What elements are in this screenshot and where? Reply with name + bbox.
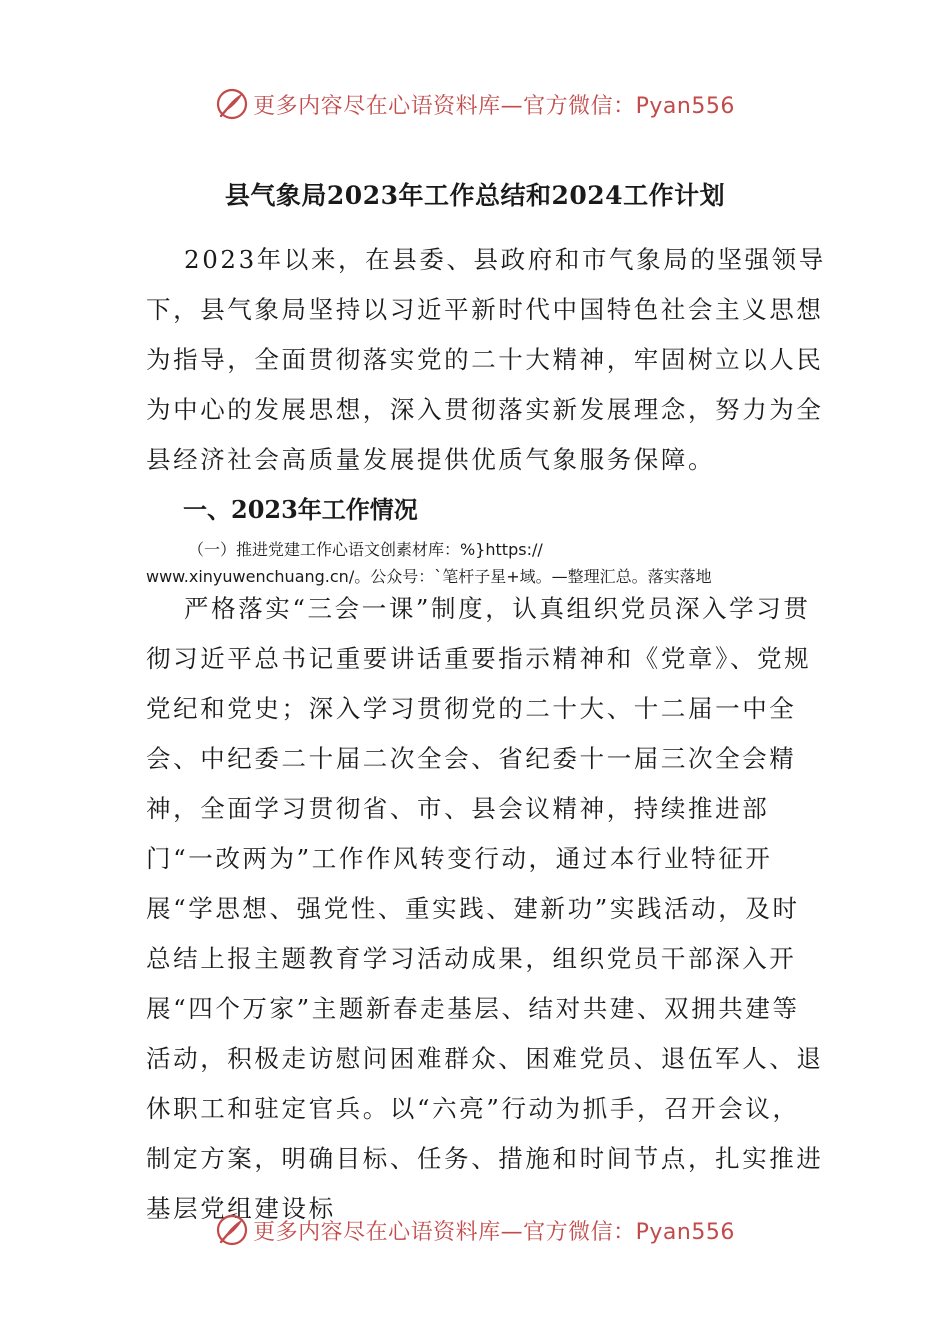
footer-banner-text: 更多内容尽在心语资料库—官方微信：Pyan556 bbox=[253, 1219, 735, 1245]
body-paragraph: 严格落实“三会一课”制度，认真组织党员深入学习贯彻习近平总书记重要讲话重要指示精神和《党章》、党规党纪和党史；深入学习贯彻党的二十大、十二届一中全会、中纪委二十届二次全会、省纪委十一届三次全会精神，全面学习贯彻省、市、县会议精神，持续推进部门“一改两为”工作作风转变行动，通过本行业特征开展“学思想、强党性、重实践、建新功”实践活动，及时总结上报主题教育学习活动成果，组织党员干部深入开展“四个万家”主题新春走基层、结对共建、双拥共建等活动，积极走访慰问困难群众、困难党员、退伍军人、退休职工和驻定官兵。以“六亮”行动为抓手，召开会议，制定方案，明确目标、任务、措施和时间节点，扎实推进基层党组建设标 bbox=[146, 594, 824, 1223]
footer-banner bbox=[0, 1210, 950, 1250]
quill-logo-icon bbox=[215, 1213, 249, 1247]
subsection-heading bbox=[146, 536, 846, 590]
subsection-heading-line2: www.xinyuwenchuang.cn/。公众号：`笔杆子星+域。—整理汇总。落实落地 bbox=[146, 567, 712, 586]
section-heading: 一、2023年工作情况 bbox=[183, 495, 418, 524]
subsection-heading-line1: （一）推进党建工作心语文创素材库：%}https:// bbox=[188, 540, 543, 559]
document-title: 县气象局2023年工作总结和2024工作计划 bbox=[224, 181, 726, 210]
header-banner bbox=[0, 84, 950, 124]
intro-paragraph: 2023年以来，在县委、县政府和市气象局的坚强领导下，县气象局坚持以习近平新时代中国特色社会主义思想为指导，全面贯彻落实党的二十大精神，牢固树立以人民为中心的发展思想，深入贯彻落实新发展理念，努力为全县经济社会高质量发展提供优质气象服务保障。 bbox=[146, 245, 826, 474]
quill-logo-icon bbox=[215, 87, 249, 121]
header-banner-text: 更多内容尽在心语资料库—官方微信：Pyan556 bbox=[253, 93, 735, 119]
